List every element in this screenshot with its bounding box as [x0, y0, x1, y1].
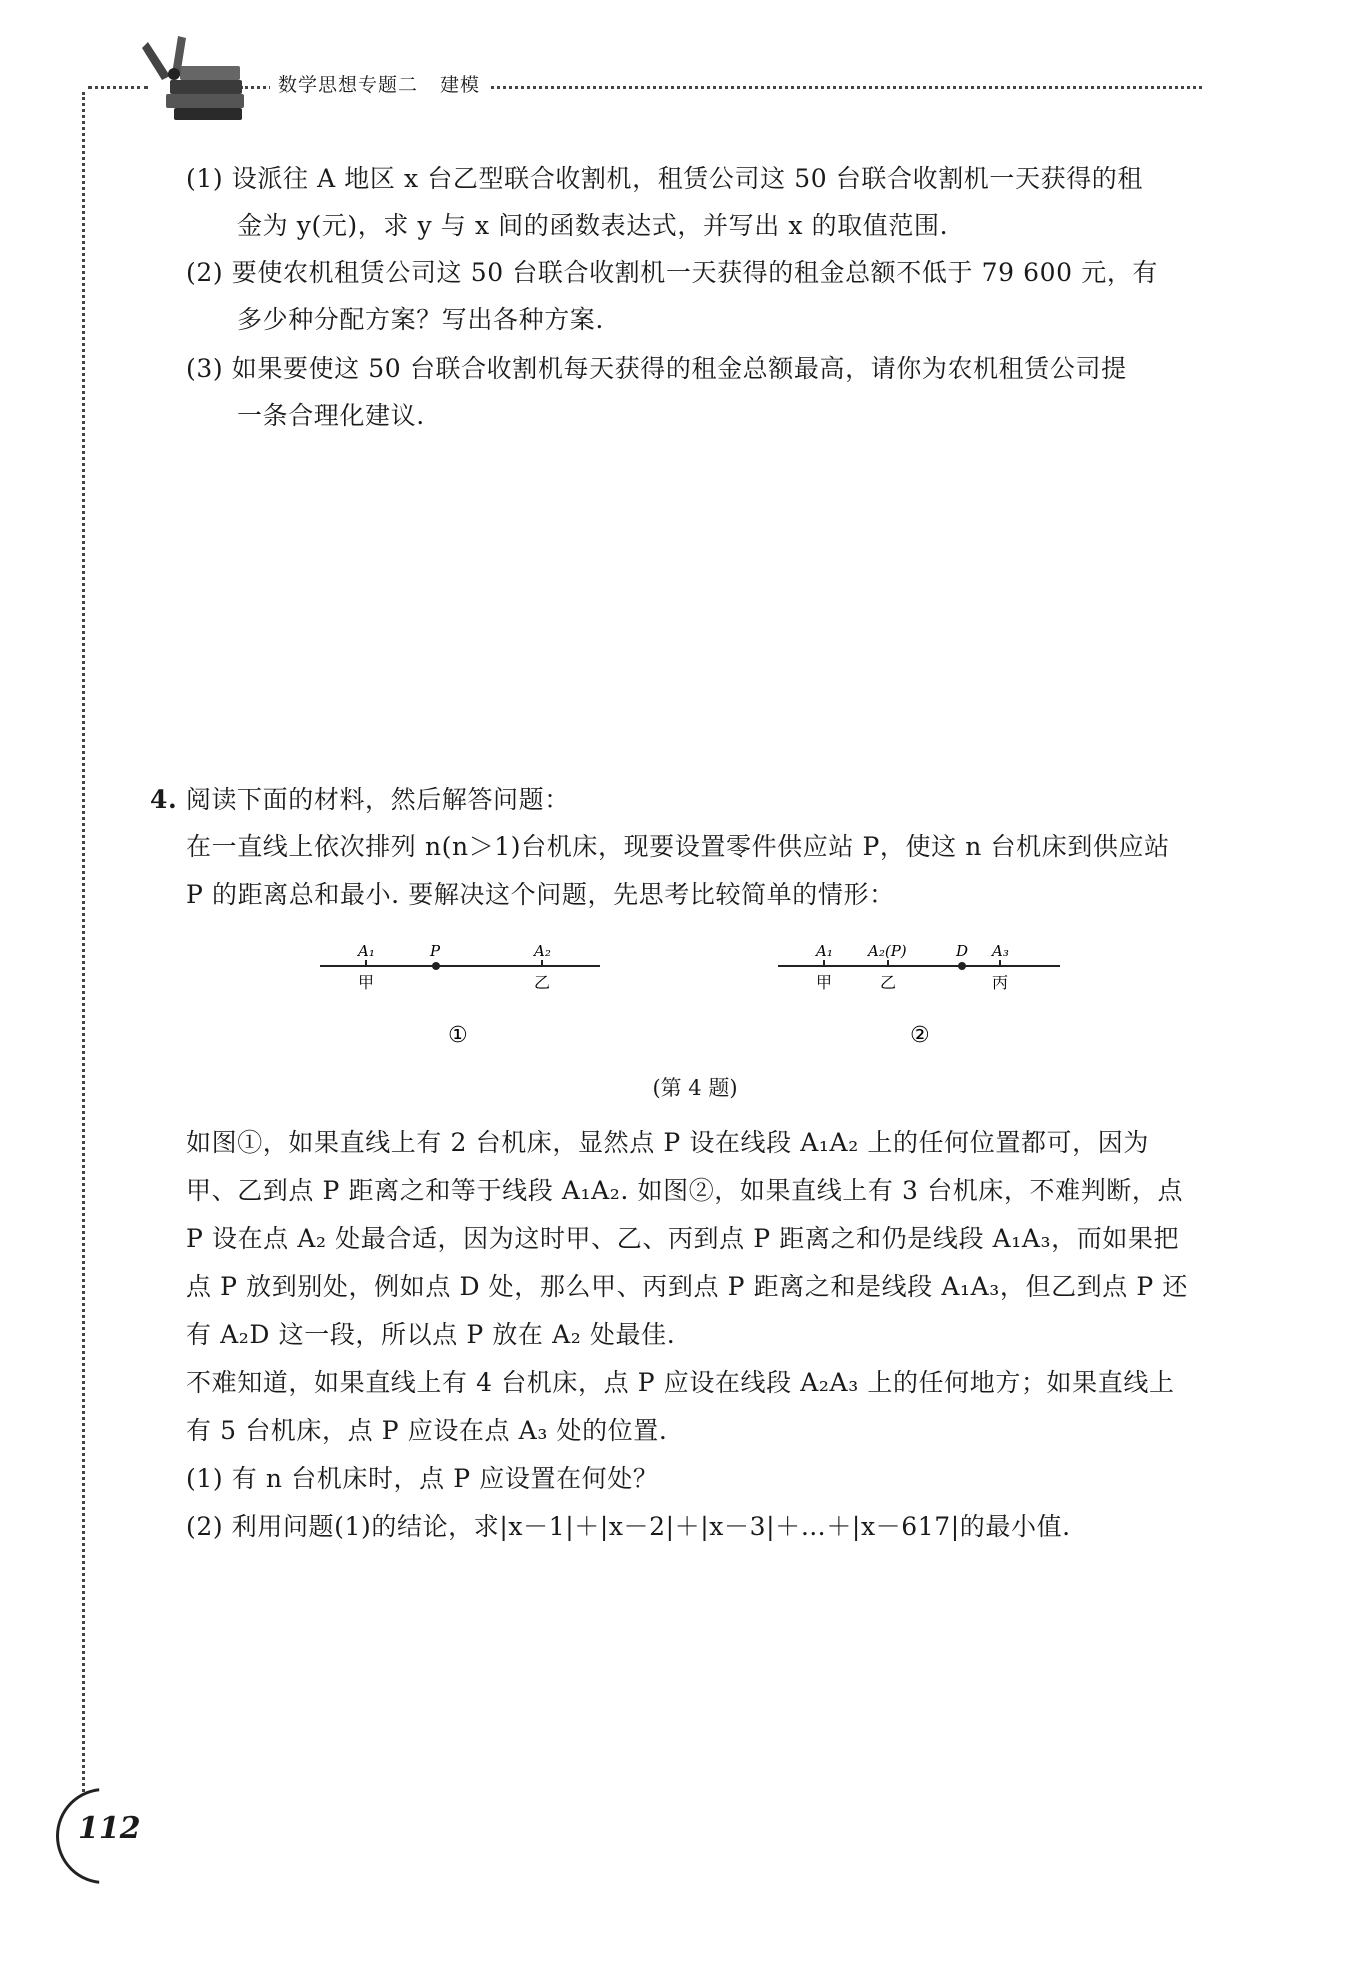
- fig2-label-yi: 乙: [880, 973, 897, 992]
- q3-part2-line1: (2) 要使农机租赁公司这 50 台联合收割机一天获得的租金总额不低于 79 600 元，有: [186, 258, 1159, 287]
- q4-body-line3: P 设在点 A₂ 处最合适，因为这时甲、乙、丙到点 P 距离之和仍是线段 A₁A₃，而如果把: [186, 1224, 1180, 1253]
- header-section: 数学思想专题二: [278, 74, 419, 96]
- q4-body-line6: 不难知道，如果直线上有 4 台机床，点 P 应设在线段 A₂A₃ 上的任何地方；如果直线上: [186, 1368, 1175, 1397]
- fig2-label-jia: 甲: [816, 973, 833, 992]
- fig2-label-a2p: A₂(P): [868, 942, 907, 960]
- figure-2: [778, 942, 1060, 1048]
- figure-caption: [0, 1072, 1350, 1102]
- fig1-label-a1: A₁: [358, 942, 375, 960]
- fig2-label-a1: A₁: [816, 942, 833, 960]
- margin-rule: [82, 92, 85, 1792]
- q4-body-line2: 甲、乙到点 P 距离之和等于线段 A₁A₂. 如图②，如果直线上有 3 台机床，不难判断，点: [186, 1176, 1184, 1205]
- books-logo-icon: [140, 36, 250, 126]
- q4-line1: 在一直线上依次排列 n(n＞1)台机床，现要设置零件供应站 P，使这 n 台机床到供应站: [186, 832, 1170, 861]
- q4-line2: P 的距离总和最小. 要解决这个问题，先思考比较简单的情形：: [186, 880, 895, 909]
- q4-body-line5: 有 A₂D 这一段，所以点 P 放在 A₂ 处最佳.: [186, 1320, 676, 1349]
- q3-part1-line1: (1) 设派往 A 地区 x 台乙型联合收割机，租赁公司这 50 台联合收割机一天获得的租: [186, 164, 1144, 193]
- fig2-label-bing: 丙: [992, 973, 1009, 992]
- q4-body-line1: 如图①，如果直线上有 2 台机床，显然点 P 设在线段 A₁A₂ 上的任何位置都可，因为: [186, 1128, 1149, 1157]
- header-topic: 建模: [440, 74, 481, 96]
- q3-part3-line1: (3) 如果要使这 50 台联合收割机每天获得的租金总额最高，请你为农机租赁公司提: [186, 354, 1127, 383]
- fig1-label-jia: 甲: [358, 973, 375, 992]
- fig1-label-p: P: [430, 942, 441, 960]
- header-title: [270, 70, 488, 97]
- q4-figure: [300, 930, 1100, 1080]
- q3-part2-line2: 多少种分配方案？写出各种方案.: [237, 305, 604, 334]
- q4-subq2: (2) 利用问题(1)的结论，求|x－1|＋|x－2|＋|x－3|＋…＋|x－617|的最小值.: [186, 1512, 1071, 1541]
- q4-subq1: (1) 有 n 台机床时，点 P 应设置在何处？: [186, 1464, 659, 1493]
- q4-intro: 阅读下面的材料，然后解答问题：: [185, 785, 570, 814]
- fig1-label-a2: A₂: [534, 942, 551, 960]
- fig1-label-yi: 乙: [534, 973, 551, 992]
- fig2-label-a3: A₃: [992, 942, 1009, 960]
- figure-caption-text: (第 4 题): [652, 1076, 738, 1100]
- figure-1: [320, 942, 600, 1048]
- fig2-number: ②: [910, 1023, 930, 1048]
- q4-body-line7: 有 5 台机床，点 P 应设在点 A₃ 处的位置.: [186, 1416, 668, 1445]
- q3-part3-line2: 一条合理化建议.: [237, 401, 425, 430]
- q4-number: 4.: [150, 785, 178, 814]
- q3-part1-line2: 金为 y(元)，求 y 与 x 间的函数表达式，并写出 x 的取值范围.: [237, 211, 949, 240]
- header-rule-left: [88, 86, 148, 89]
- page-number: 112: [78, 1811, 141, 1846]
- q4-body-line4: 点 P 放到别处，例如点 D 处，那么甲、丙到点 P 距离之和是线段 A₁A₃，但乙到点 P 还: [186, 1272, 1188, 1301]
- q4-header: [150, 785, 570, 815]
- fig1-number: ①: [448, 1023, 468, 1048]
- fig2-label-d: D: [956, 942, 969, 960]
